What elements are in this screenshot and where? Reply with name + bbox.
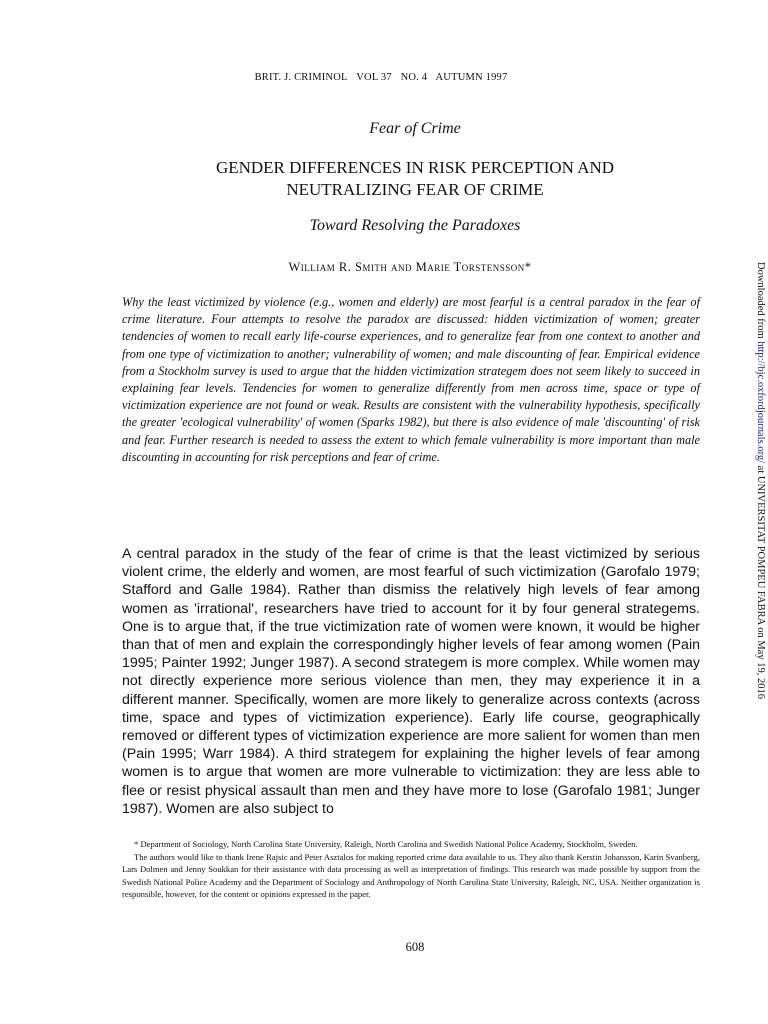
abstract: Why the least victimized by violence (e.g., women and elderly) are most fearful is a central paradox in the fear of crime literature. Four attempts to resolve the paradox are discussed: hidden victimization of women; greater tendencies of women to recall early life-course experiences, and to generalize fear from one context to another and from one type of victimization to another; vulnerability of women; and male discounting of fear. Empirical evidence from a Stockholm survey is used to argue that the hidden victimization strategem does not seem likely to succeed in explaining fear levels. Tendencies for women to generalize differently from men across time, space or type of victimization experience are not found or weak. Results are consistent with the vulnerability hypothesis, specifically the greater 'ecological vulnerability' of women (Sparks 1982), but there is also evidence of male 'discounting' of risk and fear. Further research is needed to assess the extent to which female vulnerability is more important than male discounting in accounting for risk perceptions and fear of crime. [122,295,700,464]
journal-volume: VOL 37 [356,72,392,83]
authors: William R. Smith and Marie Torstensson* [288,260,532,274]
journal-issue: AUTUMN 1997 [435,72,508,83]
article-subtitle: Toward Resolving the Paradoxes [309,217,521,234]
footnote-acknowledgements: The authors would like to thank Irene Rajsic and Peter Asztalos for making reported crime data available to us. They also thank Kerstin Johansson, Karin Svanberg, Lars Dolmen and Jenny Soukkan for their assistance with data processing as well as interpretation of findings. This research was made possible by support from the Swedish National Police Academy and the Department of Sociology and Anthropology of North Carolina State University, Raleigh, NC, USA. Neither organization is responsible, however, for the content or opinions expressed in the paper. [122,851,700,899]
footnote-affiliation: * Department of Sociology, North Carolina State University, Raleigh, North Carolina and Swedish National Police Academy, Stockholm, Sweden. [134,839,638,849]
footnotes [122,838,700,901]
page-number: 608 [405,940,425,954]
download-link[interactable]: http://bjc.oxfordjournals.org/ [755,341,766,464]
download-prefix: Downloaded from [755,262,766,342]
title-line-1: GENDER DIFFERENCES IN RISK PERCEPTION AND [215,158,615,177]
article-title [0,157,768,201]
journal-number: NO. 4 [400,72,428,83]
download-watermark [755,262,766,699]
title-line-2: NEUTRALIZING FEAR OF CRIME [286,180,544,199]
journal-header [0,72,768,83]
download-suffix: at UNIVERSITAT POMPEU FABRA on May 19, 2016 [755,463,766,699]
body-paragraph: A central paradox in the study of the fear of crime is that the least victimized by serious violent crime, the elderly and women, are most fearful of such victimization (Garofalo 1979; Stafford and Galle 1984). Rather than dismiss the relatively high levels of fear among women as 'irrational', researchers have tried to account for it by four general strategems. One is to argue that, if the true victimization rate of women were known, it would be higher than that of men and explain the correspondingly higher levels of fear among women (Pain 1995; Painter 1992; Junger 1987). A second strategem is more complex. While women may not directly experience more serious violence than men, they may experience it in a different manner. Specifically, women are more likely to generalize across contexts (across time, space and types of victimization experience). Early life course, geographically removed or different types of victimization experience are more salient for women than men (Pain 1995; Warr 1984). A third strategem for explaining the higher levels of fear among women is to argue that women are more vulnerable to victimization: they are less able to flee or resist physical assault than men and they have more to lose (Garofalo 1981; Junger 1987). Women are also subject to [122,546,700,817]
section-heading: Fear of Crime [369,120,461,137]
journal-name: BRIT. J. CRIMINOL [254,72,348,83]
